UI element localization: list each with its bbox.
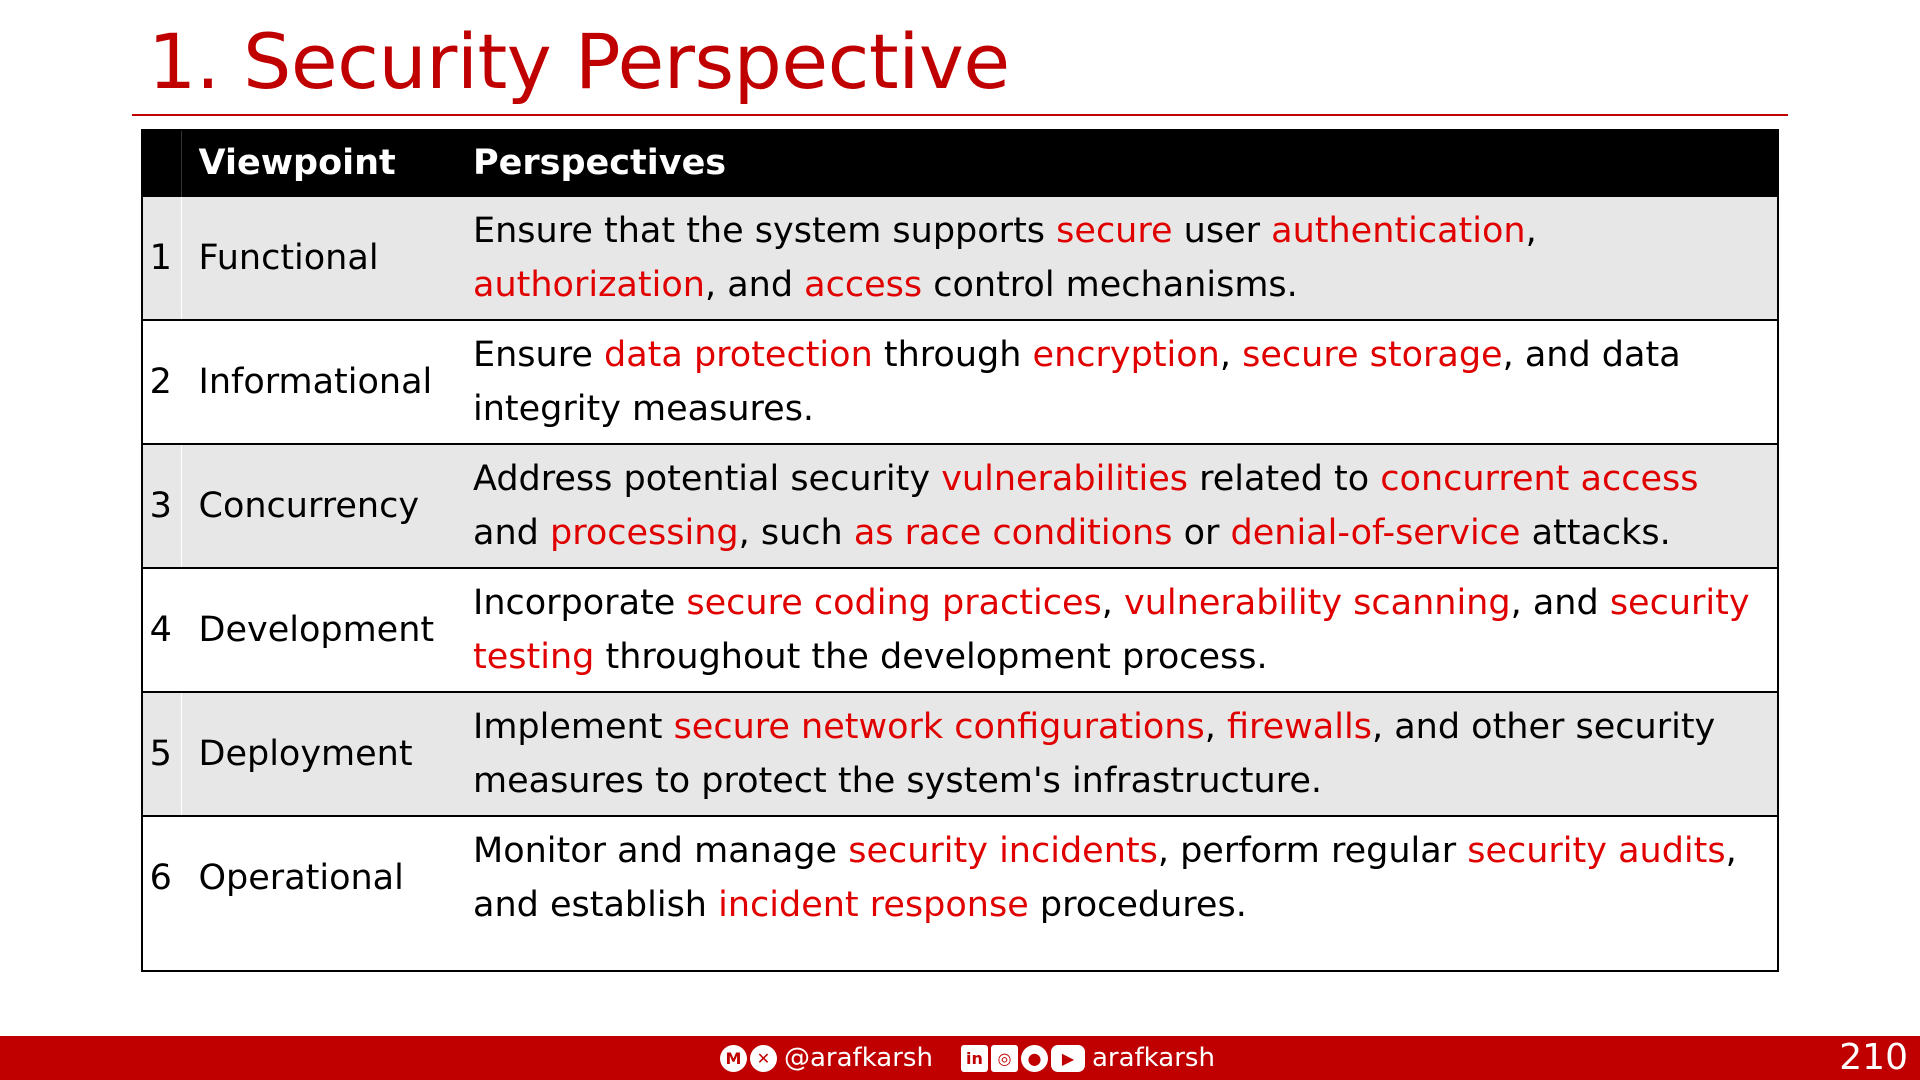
highlighted-term: secure storage (1242, 335, 1503, 375)
description-text: procedures. (1028, 885, 1247, 925)
row-number: 3 (141, 444, 181, 568)
description-text: , (1101, 583, 1125, 623)
description-text: Address potential security (473, 459, 942, 499)
instagram-icon[interactable]: ◎ (991, 1045, 1018, 1072)
highlighted-term: data protection (604, 335, 873, 375)
description-text: related to (1187, 459, 1381, 499)
description-text: control mechanisms. (922, 265, 1298, 305)
highlighted-term: denial-of-service (1230, 513, 1521, 553)
github-icon[interactable]: ● (1021, 1045, 1048, 1072)
highlighted-term: authentication (1271, 211, 1526, 251)
highlighted-term: processing (549, 513, 739, 553)
viewpoint-cell: Development (198, 610, 435, 650)
table-row (141, 568, 1779, 692)
description-text: user (1172, 211, 1272, 251)
description-text: Ensure that the system supports (473, 211, 1057, 251)
description-text: and (473, 513, 550, 553)
page-number: 210 (1839, 1037, 1908, 1078)
medium-icon[interactable]: M (720, 1045, 747, 1072)
description-text: , (1219, 335, 1243, 375)
row-number: 6 (141, 816, 181, 939)
description-text: Implement (473, 707, 674, 747)
table-row (141, 444, 1779, 568)
highlighted-term: security audits (1467, 831, 1726, 871)
description-text: , and data integrity measures. (473, 335, 1681, 429)
highlighted-term: vulnerability scanning (1124, 583, 1511, 623)
social-handles (720, 1036, 1215, 1080)
header-number (141, 129, 181, 197)
perspective-cell (473, 444, 1779, 568)
perspective-cell (473, 816, 1779, 939)
perspective-cell (473, 568, 1779, 692)
highlighted-term: as race conditions (853, 513, 1173, 553)
highlighted-term: access (804, 265, 923, 305)
description-text: throughout the development process. (594, 637, 1268, 677)
description-text: , and (704, 265, 805, 305)
perspective-cell (473, 692, 1779, 816)
row-number: 4 (141, 568, 181, 692)
description-text: attacks. (1520, 513, 1671, 553)
table-row (141, 197, 1779, 320)
table-row (141, 816, 1779, 939)
header-viewpoint: Viewpoint (198, 143, 396, 183)
description-text: , (1525, 211, 1537, 251)
description-text: Monitor and manage (473, 831, 849, 871)
description-text: , perform regular (1157, 831, 1468, 871)
footer-handle-left[interactable]: @arafkarsh (784, 1043, 933, 1073)
footer-bar (0, 1036, 1920, 1080)
title-underline (132, 114, 1788, 116)
youtube-icon[interactable]: ▶ (1051, 1045, 1085, 1072)
x-icon[interactable]: ✕ (750, 1045, 777, 1072)
description-text: , and (1510, 583, 1610, 623)
highlighted-term: concurrent access (1380, 459, 1699, 499)
row-number: 5 (141, 692, 181, 816)
description-text: Incorporate (473, 583, 687, 623)
perspective-cell (473, 197, 1779, 320)
highlighted-term: firewalls (1226, 707, 1372, 747)
viewpoint-cell: Deployment (198, 734, 413, 774)
header-perspectives: Perspectives (473, 143, 727, 183)
highlighted-term: secure network configurations (673, 707, 1205, 747)
highlighted-term: secure (1056, 211, 1173, 251)
highlighted-term: authorization (473, 265, 705, 305)
footer-handle-right[interactable]: arafkarsh (1091, 1043, 1215, 1073)
viewpoint-cell: Concurrency (198, 486, 420, 526)
highlighted-term: encryption (1032, 335, 1220, 375)
viewpoint-cell: Operational (198, 858, 404, 898)
viewpoint-cell: Informational (198, 362, 433, 402)
description-text: , such (738, 513, 854, 553)
table-row (141, 692, 1779, 816)
highlighted-term: vulnerabilities (941, 459, 1188, 499)
table-row (141, 320, 1779, 444)
slide-title: 1. Security Perspective (148, 17, 1010, 106)
highlighted-term: security incidents (848, 831, 1158, 871)
perspective-cell (473, 320, 1779, 444)
description-text: or (1172, 513, 1231, 553)
description-text: , (1204, 707, 1227, 747)
description-text: , and other security measures to protect the system's infrastructure. (473, 707, 1716, 801)
highlighted-term: incident response (718, 885, 1029, 925)
highlighted-term: secure coding practices (686, 583, 1102, 623)
table-header-row (141, 129, 1779, 197)
highlighted-term: security testing (473, 583, 1750, 677)
description-text: , and establish (473, 831, 1737, 925)
description-text: Ensure (473, 335, 604, 375)
security-perspective-table (141, 129, 1779, 939)
row-number: 1 (141, 197, 181, 320)
viewpoint-cell: Functional (198, 238, 379, 278)
linkedin-icon[interactable]: in (961, 1045, 988, 1072)
row-number: 2 (141, 320, 181, 444)
description-text: through (872, 335, 1033, 375)
